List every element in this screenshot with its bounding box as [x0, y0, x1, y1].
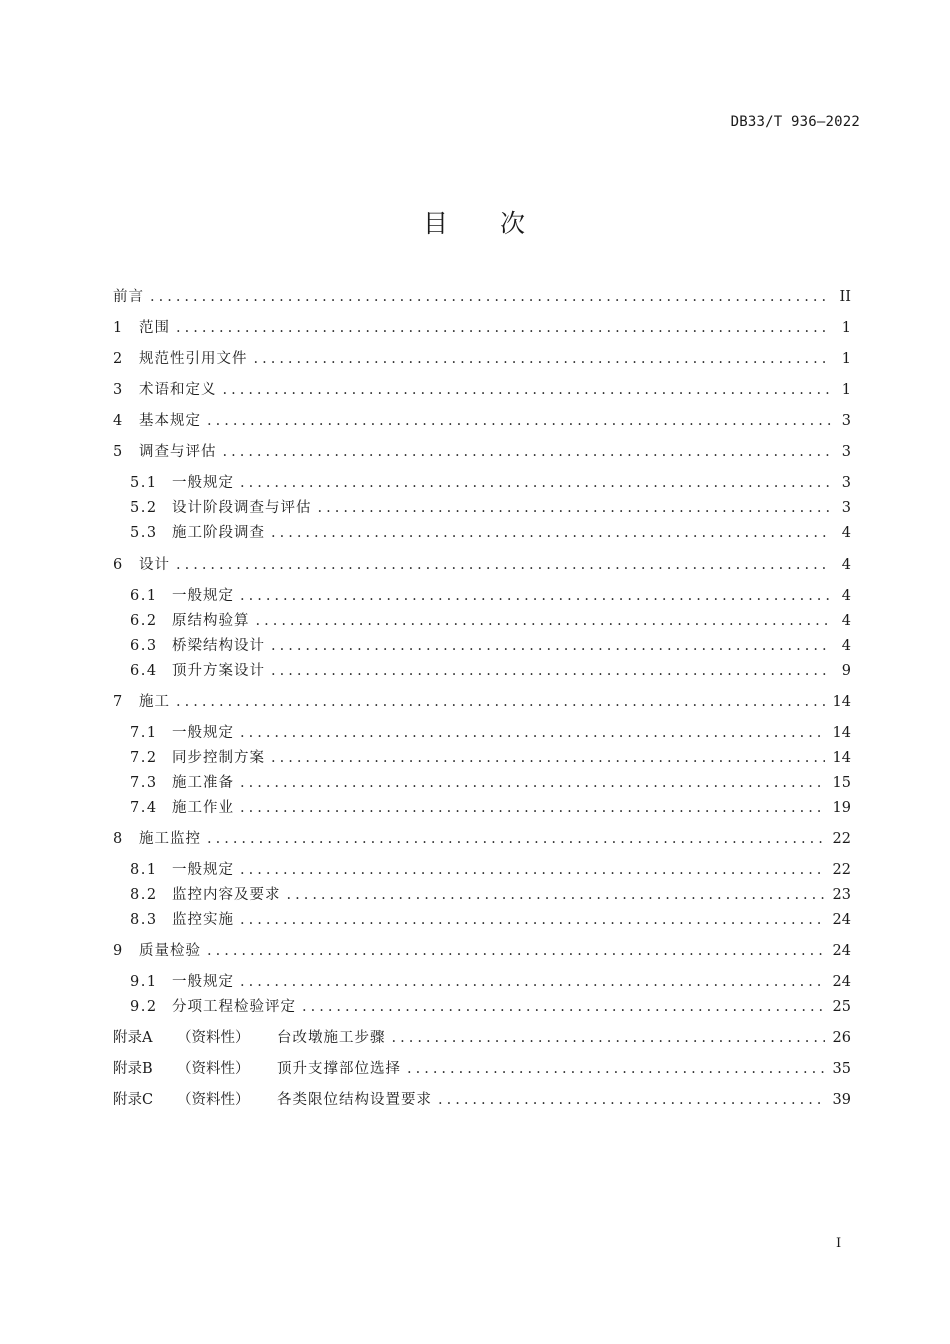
- toc-entry-title: 规范性引用文件: [139, 351, 248, 367]
- dot-leader: [207, 410, 831, 432]
- appendix-type-tag: （资料性）: [177, 1030, 250, 1046]
- toc-entry-number: 8.1: [130, 862, 158, 878]
- toc-entry-title: 一般规定: [172, 862, 234, 878]
- toc-entry-title: 一般规定: [172, 725, 234, 741]
- dot-leader: [240, 971, 825, 993]
- toc-entry-title: 范围: [139, 320, 170, 336]
- toc-page-number: 35: [832, 1061, 851, 1077]
- toc-page-number: 22: [832, 831, 851, 847]
- dot-leader: [271, 522, 831, 544]
- dot-leader: [407, 1058, 825, 1080]
- dot-leader: [207, 940, 825, 962]
- toc-page-number: 22: [832, 862, 851, 878]
- toc-entry-title: 监控内容及要求: [172, 887, 281, 903]
- dot-leader: [256, 610, 832, 632]
- toc-page-number: 4: [841, 638, 851, 654]
- toc-entry-title: 各类限位结构设置要求: [277, 1092, 432, 1108]
- page-number-footer: I: [836, 1236, 842, 1251]
- toc-entry-8[interactable]: [113, 828, 851, 850]
- toc-entry-number: 7: [113, 694, 123, 710]
- toc-entry-2[interactable]: [113, 348, 851, 370]
- dot-leader: [287, 884, 825, 906]
- toc-page-number: 24: [832, 974, 851, 990]
- dot-leader: [438, 1089, 825, 1111]
- toc-page-number: 25: [832, 999, 851, 1015]
- toc-entry-title: 一般规定: [172, 588, 234, 604]
- toc-entry-number: 3: [113, 382, 123, 398]
- toc-entry-title: 术语和定义: [139, 382, 217, 398]
- toc-page-number: 24: [832, 912, 851, 928]
- toc-entry-title: 施工准备: [172, 775, 234, 791]
- toc-entry-3[interactable]: [113, 379, 851, 401]
- toc-entry-6-2[interactable]: [130, 610, 851, 632]
- toc-entry-appendix-c[interactable]: [113, 1089, 851, 1111]
- toc-page-number: 14: [832, 725, 851, 741]
- toc-entry-title: 设计阶段调查与评估: [172, 500, 312, 516]
- dot-leader: [223, 379, 832, 401]
- toc-entry-title: 施工: [139, 694, 170, 710]
- toc-entry-number: 7.3: [130, 775, 158, 791]
- toc-entry-9-2[interactable]: [130, 996, 851, 1018]
- toc-page-number: 4: [841, 557, 851, 573]
- toc-page-number: 3: [841, 500, 851, 516]
- toc-entry-number: 附录A: [113, 1030, 153, 1046]
- toc-entry-number: 7.4: [130, 800, 158, 816]
- dot-leader: [254, 348, 832, 370]
- dot-leader: [150, 286, 831, 308]
- toc-entry-number: 9: [113, 943, 123, 959]
- toc-page-number: 15: [832, 775, 851, 791]
- toc-entry-9-1[interactable]: [130, 971, 851, 993]
- toc-page-number: 14: [832, 750, 851, 766]
- toc-page-number: 9: [841, 663, 851, 679]
- toc-entry-7-1[interactable]: [130, 722, 851, 744]
- toc-entry-appendix-a[interactable]: [113, 1027, 851, 1049]
- toc-page-number: 4: [841, 613, 851, 629]
- toc-entry-number: 5.2: [130, 500, 158, 516]
- toc-entry-number: 7.1: [130, 725, 158, 741]
- toc-entry-title: 顶升方案设计: [172, 663, 265, 679]
- page-title: [0, 204, 950, 240]
- toc-entry-9[interactable]: [113, 940, 851, 962]
- toc-entry-number: 8.3: [130, 912, 158, 928]
- toc-entry-title: 监控实施: [172, 912, 234, 928]
- dot-leader: [240, 722, 825, 744]
- toc-page-number: 4: [841, 525, 851, 541]
- dot-leader: [223, 441, 832, 463]
- toc-entry-8-3[interactable]: [130, 909, 851, 931]
- toc-entry-7-3[interactable]: [130, 772, 851, 794]
- toc-entry-appendix-b[interactable]: [113, 1058, 851, 1080]
- toc-entry-number: 附录B: [113, 1061, 153, 1077]
- toc-entry-number: 附录C: [113, 1092, 154, 1108]
- toc-page-number: 23: [832, 887, 851, 903]
- title-char-2: 次: [500, 209, 528, 238]
- toc-entry-title: 顶升支撑部位选择: [277, 1061, 401, 1077]
- toc-entry-title: 一般规定: [172, 475, 234, 491]
- toc-entry-number: 7.2: [130, 750, 158, 766]
- toc-entry-number: 6.3: [130, 638, 158, 654]
- toc-entry-number: 6: [113, 557, 123, 573]
- toc-page-number: 1: [841, 320, 851, 336]
- dot-leader: [176, 317, 831, 339]
- toc-entry-number: 5.1: [130, 475, 158, 491]
- toc-entry-6[interactable]: [113, 554, 851, 576]
- toc-page-number: II: [839, 289, 851, 305]
- toc-entry-7-2[interactable]: [130, 747, 851, 769]
- toc-page-number: 39: [832, 1092, 851, 1108]
- dot-leader: [271, 635, 831, 657]
- appendix-type-tag: （资料性）: [177, 1061, 250, 1077]
- toc-entry-title: 台改墩施工步骤: [277, 1030, 386, 1046]
- toc-entry-number: 6.4: [130, 663, 158, 679]
- dot-leader: [392, 1027, 825, 1049]
- dot-leader: [176, 691, 825, 713]
- toc-page-number: 4: [841, 588, 851, 604]
- dot-leader: [240, 772, 825, 794]
- toc-page-number: 14: [832, 694, 851, 710]
- toc-page-number: 19: [832, 800, 851, 816]
- toc-entry-number: 8: [113, 831, 123, 847]
- toc-entry-title: 前言: [113, 289, 144, 305]
- dot-leader: [302, 996, 825, 1018]
- toc-page-number: 1: [841, 351, 851, 367]
- dot-leader: [240, 797, 825, 819]
- dot-leader: [207, 828, 825, 850]
- toc-entry-1[interactable]: [113, 317, 851, 339]
- toc-entry-6-4[interactable]: [130, 660, 851, 682]
- dot-leader: [271, 660, 831, 682]
- toc-entry-title: 调查与评估: [139, 444, 217, 460]
- toc-entry-6-1[interactable]: [130, 585, 851, 607]
- toc-entry-5-3[interactable]: [130, 522, 851, 544]
- toc-entry-5[interactable]: [113, 441, 851, 463]
- toc-entry-title: 同步控制方案: [172, 750, 265, 766]
- toc-page-number: 26: [832, 1030, 851, 1046]
- toc-entry-6-3[interactable]: [130, 635, 851, 657]
- toc-page-number: 3: [841, 475, 851, 491]
- toc-entry-title: 施工阶段调查: [172, 525, 265, 541]
- toc-entry-number: 9.2: [130, 999, 158, 1015]
- toc-entry-number: 1: [113, 320, 123, 336]
- toc-entry-foreword[interactable]: [113, 286, 851, 308]
- document-code: DB33/T 936—2022: [730, 114, 860, 130]
- toc-entry-title: 基本规定: [139, 413, 201, 429]
- toc-entry-8-2[interactable]: [130, 884, 851, 906]
- dot-leader: [240, 909, 825, 931]
- toc-entry-title: 原结构验算: [172, 613, 250, 629]
- toc-entry-number: 5.3: [130, 525, 158, 541]
- toc-entry-number: 5: [113, 444, 123, 460]
- dot-leader: [271, 747, 825, 769]
- toc-entry-number: 6.1: [130, 588, 158, 604]
- toc-entry-number: 4: [113, 413, 123, 429]
- dot-leader: [240, 859, 825, 881]
- appendix-type-tag: （资料性）: [177, 1092, 250, 1108]
- toc-page-number: 3: [841, 413, 851, 429]
- toc-entry-5-1[interactable]: [130, 472, 851, 494]
- toc-entry-5-2[interactable]: [130, 497, 851, 519]
- toc-entry-title: 一般规定: [172, 974, 234, 990]
- toc-entry-title: 分项工程检验评定: [172, 999, 296, 1015]
- toc-entry-title: 质量检验: [139, 943, 201, 959]
- toc-entry-title: 设计: [139, 557, 170, 573]
- toc-entry-title: 桥梁结构设计: [172, 638, 265, 654]
- toc-entry-4[interactable]: [113, 410, 851, 432]
- dot-leader: [240, 472, 831, 494]
- toc-page-number: 1: [841, 382, 851, 398]
- toc-entry-8-1[interactable]: [130, 859, 851, 881]
- toc-entry-title: 施工作业: [172, 800, 234, 816]
- toc-entry-7-4[interactable]: [130, 797, 851, 819]
- toc-page-number: 3: [841, 444, 851, 460]
- title-char-1: 目: [422, 209, 450, 238]
- dot-leader: [318, 497, 832, 519]
- toc-entry-title: 施工监控: [139, 831, 201, 847]
- toc-entry-number: 2: [113, 351, 123, 367]
- dot-leader: [240, 585, 831, 607]
- toc-page-number: 24: [832, 943, 851, 959]
- toc-entry-number: 9.1: [130, 974, 158, 990]
- toc-entry-number: 8.2: [130, 887, 158, 903]
- toc-entry-number: 6.2: [130, 613, 158, 629]
- toc-entry-7[interactable]: [113, 691, 851, 713]
- dot-leader: [176, 554, 831, 576]
